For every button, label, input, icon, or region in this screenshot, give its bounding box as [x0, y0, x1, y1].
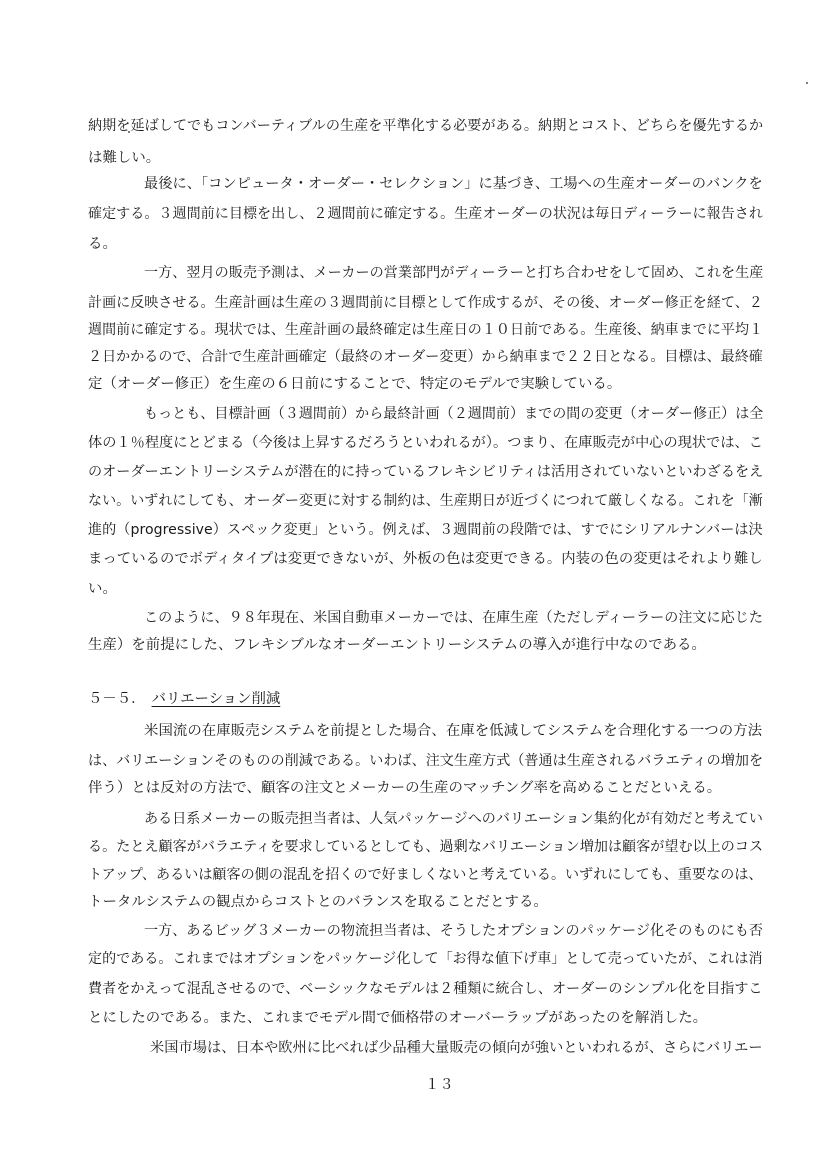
- text-line: る。: [88, 236, 117, 252]
- text-line: 米国市場は、日本や欧州に比べれば少品種大量販売の傾向が強いといわれるが、さらにバリエー: [150, 1040, 763, 1056]
- section-title: バリエーション削減: [151, 691, 281, 707]
- text-line: 計画に反映させる。生産計画は生産の３週間前に目標として作成するが、その後、オーダー修正を経て、２: [88, 295, 763, 311]
- text-line: 進的（progressive）スペック変更」という。例えば、３週間前の段階では、すでにシリアルナンバーは決: [88, 522, 763, 538]
- text-line: ある日系メーカーの販売担当者は、人気パッケージへのバリエーション集約化が有効だと考えてい: [144, 811, 763, 827]
- text-line: まっているのでボディタイプは変更できないが、外板の色は変更できる。内装の色の変更はそれより難し: [88, 551, 763, 567]
- text-line: 納期を延ばしてでもコンバーティブルの生産を平準化する必要がある。納期とコスト、どちらを優先するか: [88, 118, 764, 134]
- text-line: 最後に、「コンピュータ・オーダー・セレクション」に基づき、工場への生産オーダーのバンクを: [144, 176, 763, 192]
- text-line: 一方、あるビッグ３メーカーの物流担当者は、そうしたオプションのパッケージ化そのものにも否: [144, 923, 763, 939]
- text-line: もっとも、目標計画（３週間前）から最終計画（２週間前）までの間の変更（オーダー修正）は全: [144, 406, 764, 422]
- text-line: とにしたのである。また、これまでモデル間で価格帯のオーバーラップがあったのを解消した。: [88, 1010, 708, 1026]
- text-line: のオーダーエントリーシステムが潜在的に持っているフレキシビリティは活用されていないといわざるをえ: [88, 464, 764, 480]
- text-line: 定的である。これまではオプションをパッケージ化して「お得な値下げ車」として売っていたが、これは消: [88, 951, 763, 967]
- text-line: い。: [88, 581, 117, 597]
- text-line: ない。いずれにしても、オーダー変更に対する制約は、生産期日が近づくにつれて厳しくなる。これを「漸: [88, 493, 763, 509]
- text-line: 確定する。３週間前に目標を出し、２週間前に確定する。生産オーダーの状況は毎日ディーラーに報告され: [88, 206, 763, 222]
- text-line: 生産）を前提にした、フレキシブルなオーダーエントリーシステムの導入が進行中なのである。: [88, 637, 706, 653]
- text-line: る。たとえ顧客がバラエティを要求しているとしても、過剰なバリエーション増加は顧客が望む以上のコス: [88, 839, 764, 855]
- text-line: は難しい。: [88, 150, 161, 166]
- section-heading: [88, 690, 280, 708]
- text-line: 週間前に確定する。現状では、生産計画の最終確定は生産日の１０日前である。生産後、納車までに平均１: [88, 322, 764, 338]
- text-line: 一方、翌月の販売予測は、メーカーの営業部門がディーラーと打ち合わせをして固め、これを生産: [144, 265, 764, 281]
- section-number: ５－５．: [88, 691, 146, 707]
- scan-speck: [806, 82, 808, 84]
- text-line: 体の１％程度にとどまる（今後は上昇するだろうといわれるが）。つまり、在庫販売が中心の現状では、こ: [88, 435, 763, 451]
- text-line: 伴う）とは反対の方法で、顧客の注文とメーカーの生産のマッチング率を高めることだといえる。: [88, 780, 722, 796]
- text-line: は、バリエーションそのものの削減である。いわば、注文生産方式（普通は生産されるバラエティの増加を: [88, 753, 764, 769]
- text-line: トアップ、あるいは顧客の側の混乱を招くので好ましくないと考えている。いずれにしても、重要なのは、: [88, 867, 763, 883]
- text-line: 定（オーダー修正）を生産の６日前にすることで、特定のモデルで実験している。: [88, 376, 622, 392]
- text-line: ２日かかるので、合計で生産計画確定（最終のオーダー変更）から納車まで２２日となる。目標は、最終確: [88, 349, 763, 365]
- text-line: 費者をかえって混乱させるので、ベーシックなモデルは２種類に統合し、オーダーのシンプル化を目指すこ: [88, 981, 763, 997]
- text-line: トータルシステムの観点からコストとのバランスを取ることだとする。: [88, 894, 548, 910]
- text-line: このように、９８年現在、米国自動車メーカーでは、在庫生産（ただしディーラーの注文に応じた: [144, 610, 763, 626]
- text-line: 米国流の在庫販売システムを前提とした場合、在庫を低減してシステムを合理化する一つの方法: [144, 723, 763, 739]
- page-number: １３: [425, 1077, 454, 1093]
